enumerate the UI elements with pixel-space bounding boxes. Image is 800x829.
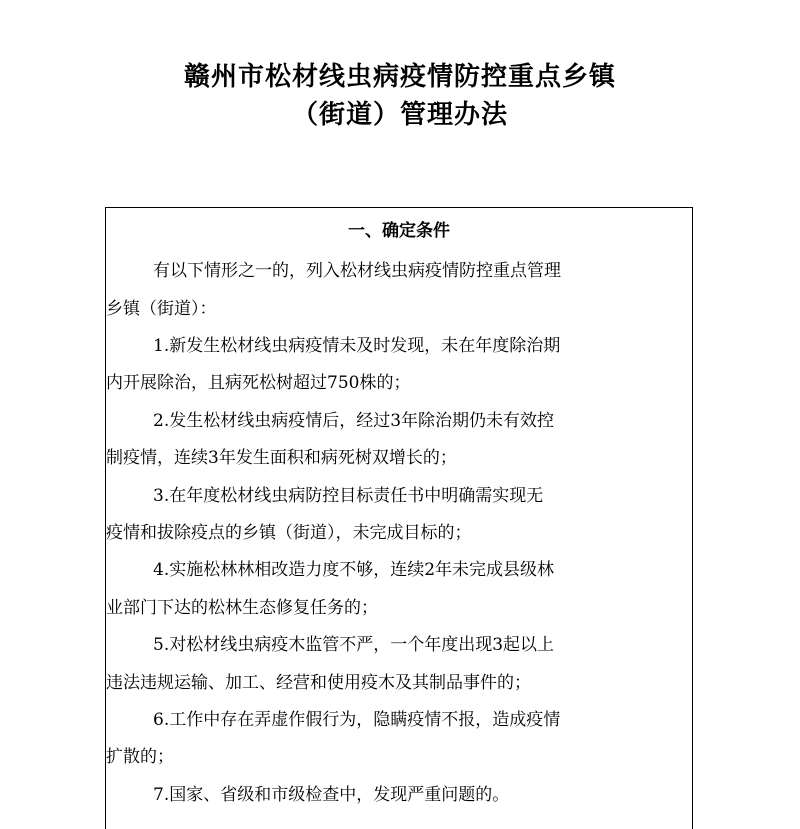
paragraph-line: 内开展除治，且病死松树超过750株的； xyxy=(106,373,411,393)
document-title-line-1: 赣州市松材线虫病疫情防控重点乡镇 xyxy=(183,62,616,92)
paragraph-line: 2.发生松材线虫病疫情后，经过3年除治期仍未有效控 xyxy=(153,411,555,431)
paragraph-line: 7.国家、省级和市级检查中，发现严重问题的。 xyxy=(153,785,510,805)
paragraph-line: 疫情和拔除疫点的乡镇（街道），未完成目标的； xyxy=(106,523,472,543)
paragraph-line: 6.工作中存在弄虚作假行为，隐瞒疫情不报，造成疫情 xyxy=(153,710,561,730)
paragraph-line: 乡镇（街道）： xyxy=(106,299,217,319)
document-title-line-2: （街道）管理办法 xyxy=(291,100,508,130)
paragraph-line: 4.实施松林林相改造力度不够，连续2年未完成县级林 xyxy=(153,560,555,580)
paragraph-line: 有以下情形之一的，列入松材线虫病疫情防控重点管理 xyxy=(153,261,561,281)
paragraph-line: 扩散的； xyxy=(106,747,174,767)
paragraph-line: 3.在年度松材线虫病防控目标责任书中明确需实现无 xyxy=(153,486,544,506)
paragraph-line: 业部门下达的松林生态修复任务的； xyxy=(106,598,378,618)
paragraph-line: 制疫情，连续3年发生面积和病死树双增长的； xyxy=(106,448,457,468)
paragraph-line: 违法违规运输、加工、经营和使用疫木及其制品事件的； xyxy=(106,673,531,693)
paragraph-line: 5.对松材线虫病疫木监管不严，一个年度出现3起以上 xyxy=(153,635,555,655)
document-title xyxy=(0,58,800,134)
section-heading: 一、确定条件 xyxy=(348,221,450,241)
conditions-box xyxy=(105,207,693,829)
paragraph-line: 1.新发生松材线虫病疫情未及时发现，未在年度除治期 xyxy=(153,336,561,356)
